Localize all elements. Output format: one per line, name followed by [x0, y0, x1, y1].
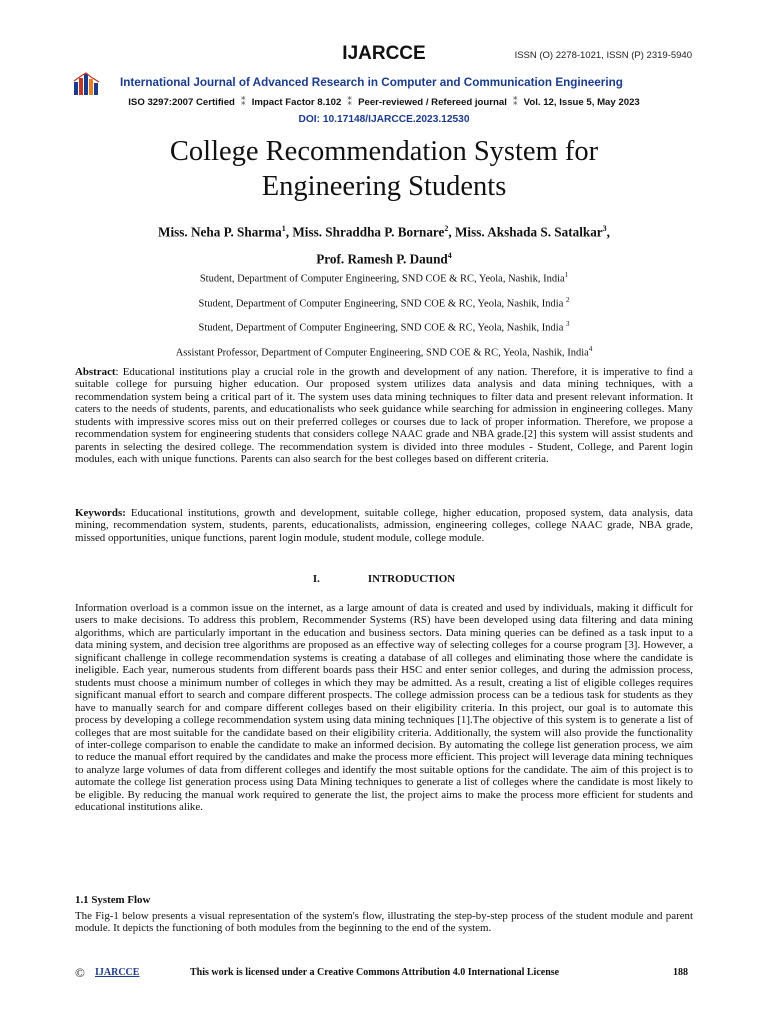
abstract-text: : Educational institutions play a crucial role in the growth and development of any nation. Therefore, it is imperative to find a suitable college for pursuing higher education. Our proposed system utilizes data analysis and data mining techniques, with a recommendation system being a critical part of it. The system uses data mining techniques to filter data and present relevant information. It caters to the needs of students, parents, and educationalists who seek guidance while searching for admission in engineering colleges. Many students with impressive scores miss out on their preferred colleges or courses due to lack of proper information. Therefore, we propose a recommendation system for engineering students that considers college NAAC grade and NBA grade.[2] this system will assist students and parents in selecting the desired college. The recommendation system is divided into three modules - Student, College, and Parent login modules, each with unique functions. Parents can also search for the best colleges based on different criteria.: [75, 366, 693, 466]
abstract: [75, 366, 693, 466]
authors-line-1: [0, 217, 768, 244]
affiliation-sup: 1: [564, 271, 569, 279]
affiliation-item: [0, 339, 768, 364]
affiliation-sup: 2: [565, 295, 570, 304]
affiliation-item: [0, 314, 768, 339]
author-name: Miss. Shraddha P. Bornare: [292, 224, 445, 240]
author-sup: 2: [444, 224, 449, 233]
author-name: Miss. Akshada S. Satalkar: [454, 224, 603, 240]
title-line-1: College Recommendation System for: [169, 136, 599, 167]
footer-brand-link[interactable]: IJARCCE: [95, 967, 140, 978]
meta-separator: ⁑: [512, 97, 518, 108]
subsection-text: The Fig-1 below presents a visual representation of the system's flow, illustrating the step-by-step process of the student module and parent module. It depicts the functioning of both modules from the beginning to the end of the system.: [75, 910, 693, 935]
journal-meta: [0, 97, 768, 108]
meta-separator: ⁑: [240, 97, 246, 108]
paper-title: [0, 134, 768, 204]
author-separator: ,: [285, 224, 290, 240]
meta-impact: Impact Factor 8.102: [251, 97, 342, 108]
author-list: [0, 217, 768, 272]
affiliation-text: Student, Department of Computer Engineering, SND COE & RC, Yeola, Nashik, India: [199, 273, 565, 285]
author-name: Prof. Ramesh P. Daund: [316, 251, 448, 267]
introduction-text: Information overload is a common issue on the internet, as a large amount of data is created and used by individuals, making it difficult for users to make decisions. To address this problem, Recommender Systems (RS) have been developed using data filtering and data mining algorithms, which are particularly important in the education and business sectors. Data mining queries can be defined as a task input to a data mining system, and decision tree algorithms are proposed as an effective way of selecting colleges for a course program [3]. However, a significant challenge in college recommendation systems is creating a database of all colleges and eliminating those where the candidate is ineligible. Each year, numerous students from different boards pass their HSC and enter senior colleges, and during the admission process, students must choose a minimum number of colleges in which they may be admitted. As a result, creating a list of eligible colleges requires significant manual effort to search and compare different prospects. The college admission process can be a tedious task for students as they have to manually search for and compare different colleges based on their eligibility criteria. In this project, our goal is to automate this process by developing a college recommendation system using data mining techniques [1].The objective of this system is to generate a list of colleges that are most suitable for the candidate based on their eligibility criteria. Additionally, the system will also provide the functionality of inter-college comparison to enable the candidate to make an informed decision. By automating the college list generation process, we aim to reduce the manual effort required by the candidates and make the process more efficient. This project will leverage data mining techniques to analyze large volumes of data from different colleges and identify the most suitable options for the candidate. The aim of this project is to automate the college list generation process using Data Mining techniques to generate a list of colleges where the candidate is most likely to be eligible. By reducing the manual work required to generate the list, the project aims to make the process more efficient for students and educational institutions alike.: [75, 602, 693, 814]
keywords: [75, 507, 693, 544]
copyright-symbol: ©: [75, 965, 85, 980]
issn: ISSN (O) 2278-1021, ISSN (P) 2319-5940: [514, 50, 692, 61]
journal-abbreviation: IJARCCE: [342, 43, 426, 64]
abstract-label: Abstract: [75, 366, 116, 378]
journal-full-name: International Journal of Advanced Research in Computer and Communication Engineering: [120, 76, 623, 89]
meta-review: Peer-reviewed / Refereed journal: [358, 97, 507, 108]
section-title: INTRODUCTION: [367, 573, 456, 585]
author-separator: ,: [606, 224, 610, 240]
author-sup: 1: [281, 224, 286, 233]
subsection-heading: 1.1 System Flow: [75, 894, 151, 906]
page-number: 188: [673, 967, 688, 978]
author-name: Miss. Neha P. Sharma: [158, 224, 282, 240]
author-separator: ,: [448, 224, 452, 240]
meta-separator: ⁑: [347, 97, 353, 108]
keywords-label: Keywords:: [75, 507, 126, 519]
affiliation-item: [0, 265, 768, 290]
section-heading: [0, 573, 768, 585]
author-sup: 3: [602, 224, 607, 233]
journal-logo-icon: [73, 72, 101, 96]
keywords-text: Educational institutions, growth and development, suitable college, higher education, proposed system, data analysis, data mining, recommendation system, students, parents, educationalists, admission, engineering colleges, college NAAC grade, NBA grade, missed opportunities, unique functions, parent login module, student module, college module.: [75, 507, 693, 544]
section-number: I.: [312, 573, 320, 585]
affiliation-list: [0, 265, 768, 363]
doi-link[interactable]: DOI: 10.17148/IJARCCE.2023.12530: [298, 114, 470, 125]
affiliation-text: Student, Department of Computer Engineering, SND COE & RC, Yeola, Nashik, India: [198, 322, 566, 334]
affiliation-text: Student, Department of Computer Engineering, SND COE & RC, Yeola, Nashik, India: [198, 298, 566, 309]
affiliation-sup: 4: [588, 344, 593, 353]
meta-iso: ISO 3297:2007 Certified: [128, 97, 235, 108]
title-line-2: Engineering Students: [261, 171, 507, 202]
affiliation-text: Assistant Professor, Department of Computer Engineering, SND COE & RC, Yeola, Nashik, India: [175, 347, 589, 358]
author-sup: 4: [447, 251, 452, 261]
license-text: This work is licensed under a Creative Commons Attribution 4.0 International License: [190, 967, 560, 978]
affiliation-sup: 3: [565, 320, 570, 328]
affiliation-item: [0, 290, 768, 315]
meta-volume: Vol. 12, Issue 5, May 2023: [523, 97, 640, 108]
